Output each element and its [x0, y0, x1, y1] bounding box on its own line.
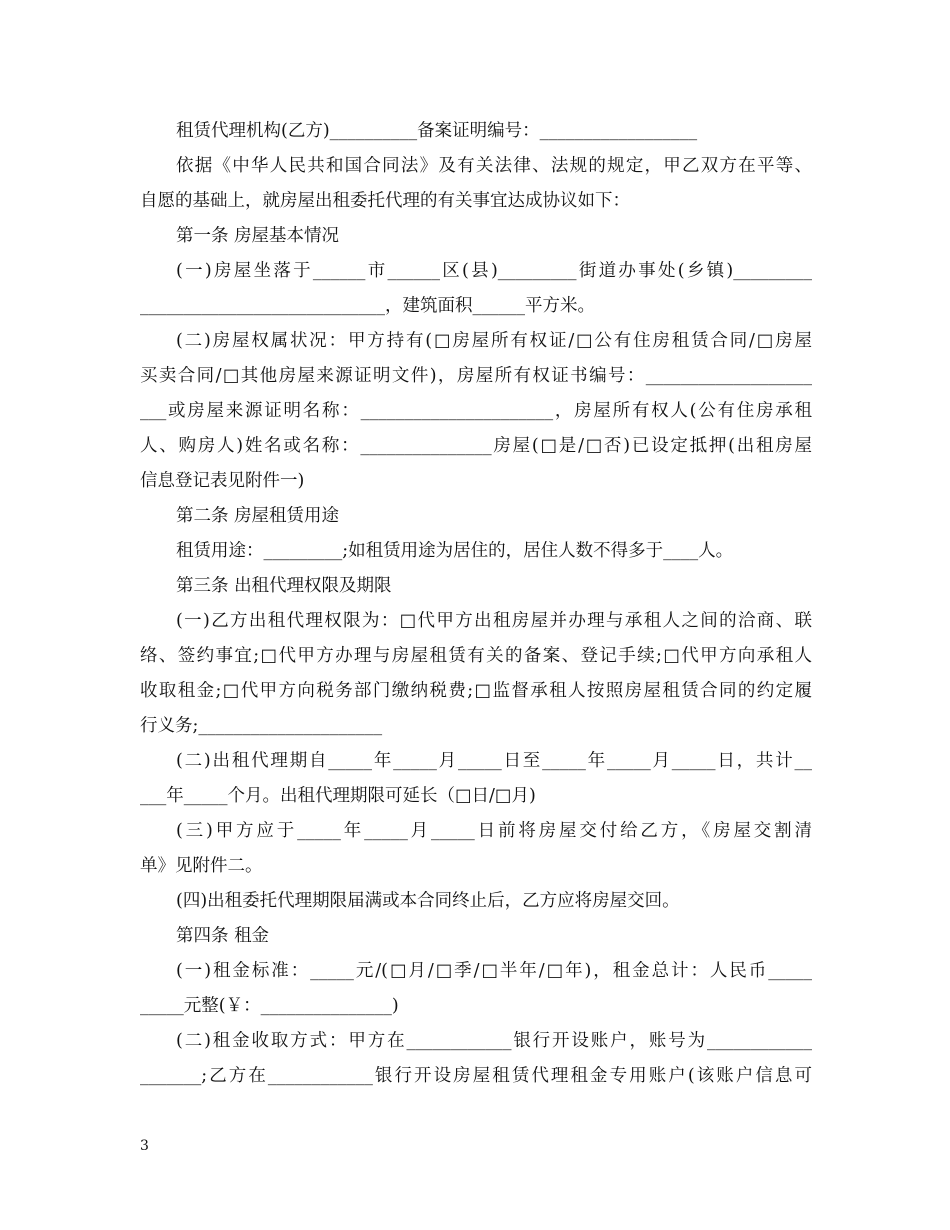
section-heading: 第一条 房屋基本情况	[176, 226, 340, 246]
text-line: 信息登记表见附件一)	[140, 471, 305, 491]
text-line: ____________________________，建筑面积______平方米。	[140, 296, 595, 316]
page-number: 3	[140, 1138, 149, 1154]
text-line: 收取租金;□代甲方向税务部门缴纳税费;□监督承租人按照房屋租赁合同的约定履	[140, 681, 812, 701]
text-line: (三)甲方应于_____年_____月_____日前将房屋交付给乙方，《房屋交割清	[176, 821, 812, 841]
section-heading: 第三条 出租代理权限及期限	[176, 576, 392, 596]
text-line: (四)出租委托代理期限届满或本合同终止后，乙方应将房屋交回。	[176, 891, 680, 911]
text-line: ___或房屋来源证明名称：______________________，房屋所有权人(公有住房承租	[140, 401, 812, 421]
text-line: _____元整(￥：_______________)	[140, 996, 399, 1016]
text-line: (二)房屋权属状况：甲方持有(□房屋所有权证/□公有住房租赁合同/□房屋	[176, 331, 812, 351]
text-line: 单》见附件二。	[140, 856, 263, 876]
section-heading: 第二条 房屋租赁用途	[176, 506, 340, 526]
text-line: 租赁用途：_________;如租赁用途为居住的，居住人数不得多于____人。	[176, 541, 734, 561]
text-line: 行义务;_____________________	[140, 716, 383, 736]
section-heading: 第四条 租金	[176, 926, 270, 946]
text-line: 人、购房人)姓名或名称：_______________房屋(□是/□否)已设定抵押(出租房屋	[140, 436, 812, 456]
text-line: (二)出租代理期自_____年_____月_____日至_____年_____月_____日，共计__	[176, 751, 812, 771]
text-line: 买卖合同/□其他房屋来源证明文件)，房屋所有权证书编号：___________________	[140, 366, 812, 386]
text-line: (一)房屋坐落于______市______区(县)_________街道办事处(乡镇)_________	[176, 261, 812, 281]
text-line: 依据《中华人民共和国合同法》及有关法律、法规的规定，甲乙双方在平等、	[176, 156, 812, 176]
text-line: (二)租金收取方式：甲方在____________银行开设账户，账号为____________	[176, 1031, 812, 1051]
text-line: (一)乙方出租代理权限为：□代甲方出租房屋并办理与承租人之间的洽商、联	[176, 611, 812, 631]
text-line: _______;乙方在____________银行开设房屋租赁代理租金专用账户(该账户信息可	[140, 1066, 812, 1086]
text-line: ___年_____个月。出租代理期限可延长（□日/□月)	[140, 786, 536, 806]
text-line: 自愿的基础上，就房屋出租委托代理的有关事宜达成协议如下：	[140, 191, 630, 211]
text-line: 络、签约事宜;□代甲方办理与房屋租赁有关的备案、登记手续;□代甲方向承租人	[140, 646, 812, 666]
text-line: 租赁代理机构(乙方)__________备案证明编号：__________________	[176, 121, 698, 141]
text-line: (一)租金标准：_____元/(□月/□季/□半年/□年)，租金总计：人民币_____	[176, 961, 812, 981]
